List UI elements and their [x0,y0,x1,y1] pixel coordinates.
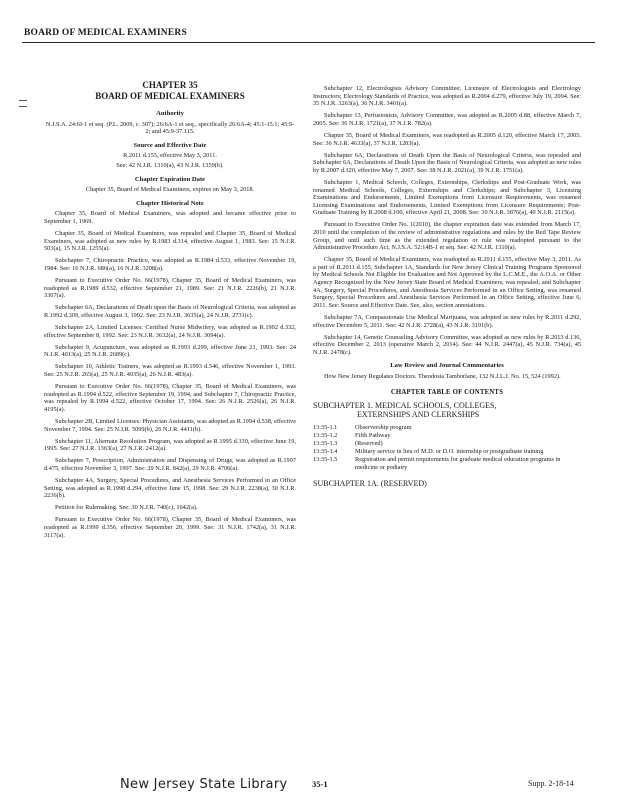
supplement-date: Supp. 2-18-14 [528,779,574,788]
history-paragraph: Subchapter 11, Alternate Resolution Program, was adopted as R.1995 d.339, effective June 19, 1995. See: 27 N.J.R. 1363(a), 27 N.J.R. 2412(a). [44,437,296,453]
toc-entry [313,456,581,471]
authority-text: N.J.S.A. 24:6I-1 et seq. (P.L. 2009, c. 307); 26:6A-1 et seq., specifically 26:6A-4; 45:1-15.1; 45:9-2; and 45:9-37.115. [45,120,295,136]
margin-tick-mark [19,100,27,101]
source-text: See: 42 N.J.R. 1310(a), 43 N.J.R. 1359(b). [116,161,224,169]
toc-entry-title: Registration and permit requirements for graduate medical education programs in medicine or podiatry [355,455,561,471]
law-review-heading: Law Review and Journal Commentaries [390,362,504,370]
page-number: 35-1 [312,779,328,789]
subchapter-1a-heading: SUBCHAPTER 1A. (RESERVED) [313,479,427,489]
history-paragraph: Subchapter 2B, Limited Licenses: Physician Assistants, was adopted as R.1994 d.538, effective November 7, 1994. See: 25 N.J.R. 5099(b), 26 N.J.R. 4411(b). [44,417,296,433]
toc-entry-number: 13:35-1.1 [313,423,338,431]
source-heading: Source and Effective Date [133,141,207,149]
toc-entry-title: Military service in lieu of M.D. or D.O. internship or postgraduate training [355,447,544,455]
toc-heading: CHAPTER TABLE OF CONTENTS [390,388,504,396]
toc-entry-title: Observership program [355,423,412,431]
law-review-text: How New Jersey Regulates Doctors. Theodosia Tamborlane, 132 N.J.L.J. No. 15, 524 (1992). [324,373,561,380]
history-paragraph: Subchapter 9, Acupuncture, was adopted as R.1993 d.299, effective June 21, 1993. See: 24 N.J.R. 4013(a), 25 N.J.R. 2689(c). [44,343,296,359]
toc-entry-title: Fifth Pathway [355,431,391,439]
history-paragraph: Subchapter 12, Electrologists Advisory Committee; Licensure of Electrologists and Electrology Instructors; Electrology Standards of Practice, was adopted as R.2004 d.279, effective July 19, 2004. See: 35 N.J.R. 3263(a), 36 N.J.R. 3401(a). [313,85,581,108]
library-stamp: New Jersey State Library [120,777,288,792]
history-paragraph: Chapter 35, Board of Medical Examiners, was repealed and Chapter 35, Board of Medical Examiners, was adopted as new rules by R.1983 d.314, effective August 1, 1983. See: 15 N.J.R. 503(a), 15 N.J.R. 1255(a). [44,230,296,253]
history-paragraph: Chapter 35, Board of Medical Examiners, was readopted as R.2005 d.120, effective March 17, 2005. See: 36 N.J.R. 4633(a), 37 N.J.R. 1203(a). [313,131,581,147]
toc-entry-number: 13:35-1.2 [313,431,338,439]
history-paragraph: Pursuant to Executive Order No. 66(1978), Chapter 35, Board of Medical Examiners, was readopted as R.1989 d.532, effective September 21, 1989. See: 21 N.J.R. 2226(b), 21 N.J.R. 3307(a). [44,277,296,300]
board-title: BOARD OF MEDICAL EXAMINERS [95,91,245,101]
toc-entry-number: 13:35-1.4 [313,447,338,455]
history-paragraph: Subchapter 14, Genetic Counseling Advisory Committee, was adopted as new rules by R.2013 d.136, effective December 2, 2013 (operative March 2, 2014). See: 44 N.J.R. 2447(a), 45 N.J.R. 734(a), 45 N.J.R. 2478(c). [313,333,581,356]
subchapter-1-title-line: EXTERNSHIPS AND CLERKSHIPS [357,410,480,420]
toc-entry [313,432,581,440]
history-paragraph: Subchapter 6A, Declarations of Death Upon the Basis of Neurological Criteria, was repealed and Subchapter 6A, Declarations of Death Upon the Basis of Neurological Criteria, was adopted as new rules by R.2007 d.120, effective May 7, 2007. See: 38 N.J.R. 2021(a), 39 N.J.R. 1751(a). [313,151,581,174]
expiration-heading: Chapter Expiration Date [134,175,206,183]
toc-entry [313,448,581,456]
history-paragraph: Pursuant to Executive Order No. 66(1978), Chapter 35, Board of Medical Examiners, was readopted as R.1994 d.522, effective September 19, 1994, and Subchapter 7, Chiropractic Practice, was repealed by R.1994 d.522, effective October 17, 1994. See: 26 N.J.R. 2526(a), 26 N.J.R. 4195(a). [44,383,296,413]
running-head: BOARD OF MEDICAL EXAMINERS [24,28,187,38]
right-column [313,85,581,492]
history-paragraph: Petition for Rulemaking. See: 30 N.J.R. 740(c), 1642(a). [55,504,198,512]
expiration-text: Chapter 35, Board of Medical Examiners, expires on May 3, 2018. [85,186,255,194]
history-paragraph: Subchapter 7A, Compassionate Use Medical Marijuana, was adopted as new rules by R.2011 d.292, effective December 5, 2011. See: 42 N.J.R. 2728(a), 43 N.J.R. 3191(b). [313,313,581,329]
toc-entry-title: (Reserved) [355,439,383,447]
left-column [44,80,296,544]
history-paragraph: Subchapter 2A, Limited Licenses: Certified Nurse Midwifery, was adopted as R.1992 d.332, effective September 8, 1992. See: 23 N.J.R. 3632(a), 24 N.J.R. 3094(a). [44,323,296,339]
history-paragraph: Subchapter 7, Prescription, Administration and Dispensing of Drugs, was adopted as R.1997 d.475, effective November 3, 1997. See: 29 N.J.R. 842(a), 29 N.J.R. 4706(a). [44,457,296,472]
header-rule [22,42,595,43]
chapter-title: CHAPTER 35 [142,80,198,90]
toc-entry [313,424,581,432]
history-paragraph: Subchapter 10, Athletic Trainers, was adopted as R.1993 d.546, effective November 1, 1993. See: 25 N.J.R. 265(a), 25 N.J.R. 4935(a), 26 N.J.R. 483(a). [44,363,296,378]
authority-heading: Authority [156,110,184,117]
subchapter-1-title-line: SUBCHAPTER 1. MEDICAL SCHOOLS, COLLEGES, [313,401,497,411]
toc-entry-number: 13:35-1.5 [313,455,338,463]
history-paragraph: Subchapter 4A, Surgery, Special Procedures, and Anesthesia Services Performed in an Office Setting, was adopted as R.1998 d.294, effective June 15, 1998. See: 29 N.J.R. 2238(a), 30 N.J.R. 2236(b). [44,476,296,500]
history-paragraph: Subchapter 7, Chiropractic Practice, was adopted as R.1984 d.533, effective November 19, 1984. See: 16 N.J.R. 686(a), 16 N.J.R. 3208(a). [44,257,296,272]
history-paragraph: Chapter 35, Board of Medical Examiners, was adopted and became effective prior to September 1, 1969. [44,210,296,225]
history-paragraph: Pursuant to Executive Order No. 66(1978), Chapter 35, Board of Medical Examiners, was readopted as R.1999 d.356, effective September 20, 1999. See: 31 N.J.R. 1742(a), 31 N.J.R. 3117(a). [44,516,296,539]
history-heading: Chapter Historical Note [136,199,204,207]
history-paragraph: Pursuant to Executive Order No. 1(2010), the chapter expiration date was extended from March 17, 2010 until the completion of the review of administrative regulations and rules by the Red Tape Review Group, and until such time as the extended regulation or rule was readopted pursuant to the Administrative Procedure Act, N.J.S.A. 52:14B-1 et seq. See: 42 N.J.R. 1310(a). [313,221,581,252]
toc-entry-number: 13:35-1.3 [313,439,338,447]
margin-tick-mark [19,106,27,107]
toc-entry [313,440,581,448]
history-paragraph: Subchapter 1, Medical Schools, Colleges, Externships, Clerkships and Post-Graduate Work, was renamed Medical Schools, Colleges, Externships and Clerkships; and Subchapter 3, Licensing Examinations and Endorsements, Limited Exemptions from Licensure Requirements, was renamed Licensing Examinations and Endorsements, Limited Exemptions from Licensure Requirements; Post-Graduate Training by R.2008 d.100, effective April 21, 2008. See: 39 N.J.R. 3876(a), 40 N.J.R. 2115(a). [313,178,581,217]
history-paragraph: Chapter 35, Board of Medical Examiners, was readopted as R.2011 d.155, effective May 3, 2011. As a part of R.2011 d.155, Subchapter 1A, Standards for New Jersey Clinical Training Programs Sponsored by Medical Schools Not Eligible for Evaluation and Not Approved by the L.C.M.E., the A.O.A. or Other Agency Recognized by the New Jersey State Board of Medical Examiners, was repealed; and Subchapter 4A, Surgery, Special Procedures, and Anesthesia Services Performed in an Office Setting, was renamed Surgery, Special Procedures and Anesthesia Services Performed in an Office Setting, effective June 6, 2011. See: Source and Effective Date. See, also, section annotations. [313,256,581,309]
subchapter-1-heading [313,401,581,419]
source-text: R.2011 d.155, effective May 3, 2011. [123,152,217,160]
history-paragraph: Subchapter 13, Perfusionists, Advisory Committee, was adopted as R.2005 d.88, effective March 7, 2005. See: 36 N.J.R. 1721(a), 37 N.J.R. 782(a). [313,112,581,127]
history-paragraph: Subchapter 6A, Declarations of Death upon the Basis of Neurological Criteria, was adopted as R.1992 d.309, effective August 3, 1992. See: 23 N.J.R. 3635(a), 24 N.J.R. 2731(c). [44,304,296,319]
